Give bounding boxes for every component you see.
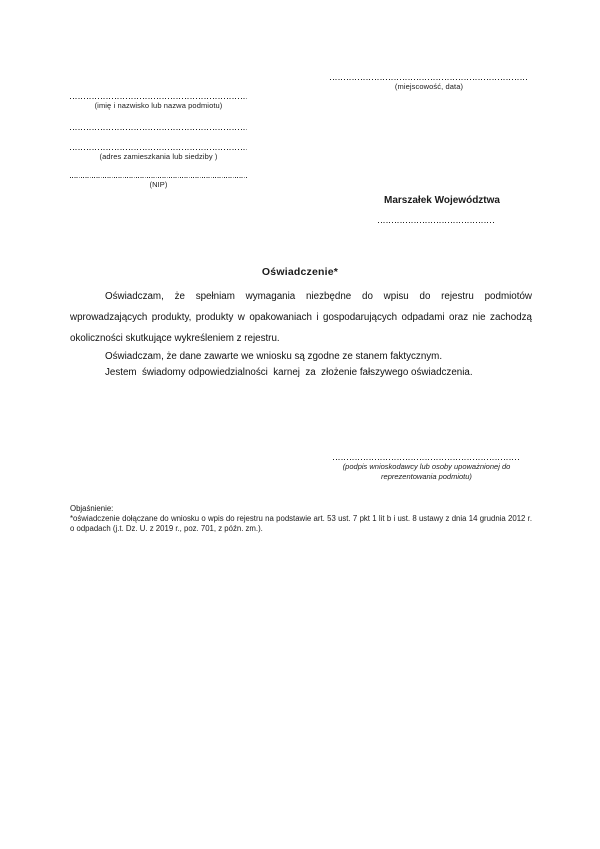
paragraph-eligibility: Oświadczam, że spełniam wymagania niezbędne do wpisu do rejestru podmiotów wprowadzających produkty, produkty w opakowaniach i gospodarujących odpadami oraz nie zachodzą okoliczności skutkujące wykreśleniem z rejestru. [70, 291, 532, 344]
signature-caption-line2: reprezentowania podmiotu) [381, 472, 472, 481]
signature-caption-line1: (podpis wnioskodawcy lub osoby upoważnionej do [342, 462, 511, 471]
paragraph-liability: Jestem świadomy odpowiedzialności karnej za złożenie fałszywego oświadczenia. [105, 367, 473, 378]
signature-block [333, 458, 520, 482]
signature-fill-line [333, 458, 520, 460]
applicant-address-fill-line [70, 148, 247, 150]
applicant-address-label: (adres zamieszkania lub siedziby ) [99, 152, 218, 161]
addressee-fill-line [378, 221, 494, 223]
footnote-text: *oświadczenie dołączane do wniosku o wpis do rejestru na podstawie art. 53 ust. 7 pkt 1 lit b i ust. 8 ustawy z dnia 14 grudnia 2012 r. o odpadach (j.t. Dz. U. z 2019 r., poz. 701, z późn. zm.). [70, 514, 532, 533]
document-title: Oświadczenie* [261, 266, 339, 278]
applicant-nip-label: (NIP) [149, 180, 168, 189]
applicant-nip-fill-line [70, 176, 247, 178]
addressee-title: Marszałek Województwa [384, 195, 500, 206]
footnote-block [70, 504, 532, 534]
place-date-fill-line [330, 78, 528, 80]
place-date-block [330, 70, 528, 91]
body-text-block [70, 286, 532, 381]
place-date-label: (miejscowość, data) [394, 82, 464, 91]
applicant-name-label: (imię i nazwisko lub nazwa podmiotu) [94, 101, 223, 110]
applicant-extra-fill-line [70, 128, 247, 130]
applicant-name-fill-line [70, 97, 247, 99]
footnote-heading: Objaśnienie: [70, 504, 114, 513]
paragraph-truthfulness: Oświadczam, że dane zawarte we wniosku są zgodne ze stanem faktycznym. [105, 351, 443, 362]
addressee-block [378, 195, 506, 223]
